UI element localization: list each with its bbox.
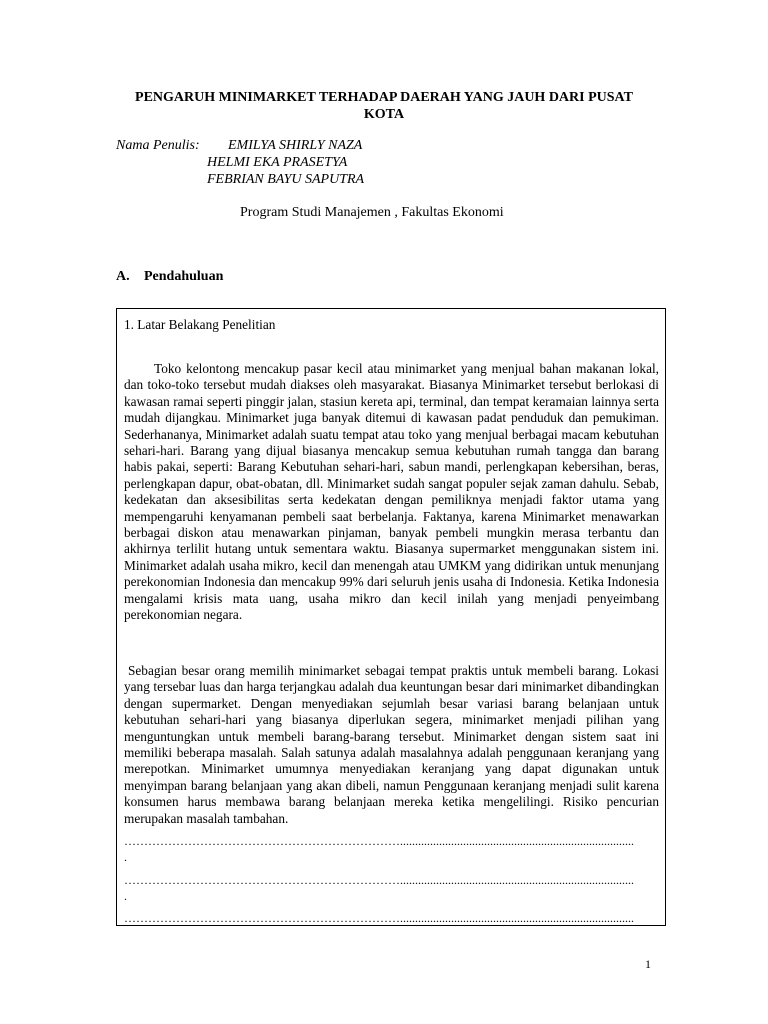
authors-label: Nama Penulis: [116,138,200,153]
dotted-line-2-end: . [124,889,127,903]
dotted-line-1: …………………………………………………………….............................................................................. [124,834,634,848]
dotted-line-1-end: . [124,850,127,864]
dotted-line-3: …………………………………………………………….............................................................................. [124,911,634,925]
affiliation: Program Studi Manajemen , Fakultas Ekonomi [240,205,504,220]
section-number: A. [116,269,130,284]
subsection-title: 1. Latar Belakang Penelitian [124,317,276,332]
paragraph-2: Sebagian besar orang memilih minimarket sebagai tempat praktis untuk membeli barang. Lokasi yang tersebar luas dan harga terjangkau adalah dua keuntungan besar dari minimarket dibandingkan dengan supermarket. Dengan menyediakan sejumlah besar variasi barang belanjaan untuk kebutuhan sehari-hari yang biasanya diperlukan segera, minimarket menjadi pilihan yang menguntungkan untuk membeli barang-barang tersebut. Minimarket dengan sistem saat ini memiliki beberapa masalah. Salah satunya adalah masalahnya adalah penggunaan keranjang yang merepotkan. Minimarket umumnya menyediakan keranjang yang dapat digunakan untuk menyimpan barang belanjaan yang akan dibeli, namun Penggunaan keranjang menjadi sulit karena konsumen harus membawa barang belanjaan mereka ketika mengelilingi. Risiko pencurian merupakan masalah tambahan. [124,663,659,826]
author-3: FEBRIAN BAYU SAPUTRA [207,172,365,187]
author-1: EMILYA SHIRLY NAZA [228,138,363,153]
section-heading [116,268,223,286]
content-box [116,308,666,926]
author-2: HELMI EKA PRASETYA [207,155,348,170]
paper-title: PENGARUH MINIMARKET TERHADAP DAERAH YANG JAUH DARI PUSAT KOTA [135,90,633,122]
section-title: Pendahuluan [144,269,224,284]
dotted-line-2: …………………………………………………………….............................................................................. [124,873,634,887]
paragraph-1: Toko kelontong mencakup pasar kecil atau minimarket yang menjual bahan makanan lokal, dan toko-toko tersebut mudah diakses oleh masyarakat. Biasanya Minimarket tersebut berlokasi di kawasan ramai seperti pinggir jalan, stasiun kereta api, terminal, dan tempat keramaian lainnya serta mudah dijangkau. Minimarket juga banyak ditemui di kawasan padat penduduk dan pemukiman. Sederhananya, Minimarket adalah suatu tempat atau toko yang menjual berbagai macam kebutuhan sehari-hari. Barang yang dijual biasanya mencakup semua kebutuhan rumah tangga dan barang habis pakai, seperti: Barang Kebutuhan sehari-hari, sabun mandi, perlengkapan kebersihan, beras, perlengkapan dapur, obat-obatan, dll. Minimarket sudah sangat populer sejak zaman dahulu. Sebab, kedekatan dan aksesibilitas serta kedekatan dengan pemiliknya menjadi faktor utama yang mempengaruhi kenyamanan pembeli saat berbelanja. Faktanya, karena Minimarket menawarkan berbagai diskon atau menawarkan pinjaman, banyak pembeli mungkin merasa terbantu dan akhirnya terlilit hutang untuk sementara waktu. Biasanya supermarket menggunakan sistem ini. Minimarket adalah usaha mikro, kecil dan menengah atau UMKM yang didirikan untuk menunjang perekonomian Indonesia dan mencakup 99% dari seluruh jenis usaha di Indonesia. Ketika Indonesia mengalami krisis mata uang, usaha mikro dan kecil inilah yang menjadi penyeimbang perekonomian negara. [124,361,659,623]
page-number: 1 [645,957,651,971]
